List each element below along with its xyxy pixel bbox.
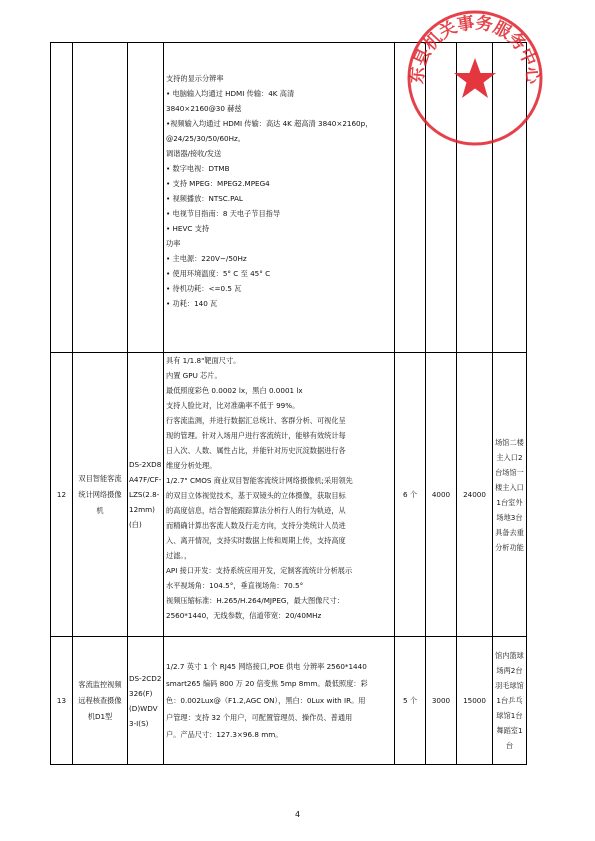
item-model: DS-2XD8A47F/CF-LZS(2.8-12mm)(白) <box>128 353 164 637</box>
item-total-price: 15000 <box>457 637 493 765</box>
item-name: 客流监控视频远程核查摄像机D1型 <box>73 637 128 765</box>
item-total-price: 24000 <box>457 353 493 637</box>
cell-name <box>73 43 128 353</box>
item-spec: 1/2.7 英寸 1 个 RJ45 网络接口,POE 供电 分辨率 2560*1440 smart265 编码 800 万 20 倍变焦 5mp 8mm。最低照度：彩 色：0.002Lux@（F1.2,AGC ON），黑白：0Lux with IR。用 户管理：支持 32 个用户，可配置管理员、操作员、普通用 户。产品尺寸：127.3×96.8 mm。 <box>164 637 395 765</box>
item-quantity: 5 个 <box>395 637 426 765</box>
official-seal-stamp <box>400 0 550 150</box>
table-row-13 <box>51 637 527 765</box>
item-location: 馆内篮球场两2台羽毛球馆1台乒乓球馆1台舞蹈室1台 <box>493 637 527 765</box>
seal-ring-text: 东县机关事务服务中心 <box>407 13 543 85</box>
item-name: 双目智能客流统计网络摄像机 <box>73 353 128 637</box>
cell-model <box>128 43 164 353</box>
table-row-12 <box>51 353 527 637</box>
cell-spec: 支持的显示分辨率 • 电脑输入均通过 HDMI 传输：4K 高清 3840×2160@30 赫兹 •视频输入均通过 HDMI 传输：高达 4K 超高清 3840×2160p， @24/25/30/50/60Hz。 调谐器/接收/发送 • 数字电视：DTMB • 支持 MPEG：MPEG2.MPEG4 • 视频播放：NTSC.PAL • 电视节目指南：8 天电子节目指导 • HEVC 支持 功率 • 主电源：220V~/50Hz • 使用环境温度：5° C 至 45° C • 待机功耗：<=0.5 瓦 • 功耗：140 瓦 <box>164 43 395 353</box>
item-location: 场馆二楼主入口2台场馆一楼主入口1台室外场地3台具备去重分析功能 <box>493 353 527 637</box>
item-spec: 具有 1/1.8"靶面尺寸。 内置 GPU 芯片。 最低照度彩色 0.0002 lx，黑白 0.0001 lx 支持人脸比对，比对准确率不低于 99%。 行客流监测，并进行数据汇总统计、客群分析、可视化呈 现的管理。针对入场用户进行客流统计，能够有效统计每 日入次、人数、属性占比，并能针对历史沉淀数据进行各 维度分析处理。 1/2.7" CMOS 商业双目智能客流统计网络摄像机;采用领先 的双目立体视觉技术，基于双镜头的立体摄像，获取目标 的高度信息，结合智能跟踪算法分析行人的行为轨迹，从 而精确计算出客流人数及行走方向，支持分类统计人员进 入、离开情况，支持实时数据上传和周期上传，支持高度 过滤。， API 接口开发：支持系统应用开发，定制客流统计分析展示 水平视场角：104.5°，垂直视场角：70.5° 视频压缩标准：H.265/H.264/MJPEG，最大图像尺寸： 2560*1440，无线参数，信道带宽：20/40MHz <box>164 353 395 637</box>
equipment-spec-table <box>50 42 527 765</box>
cell-no <box>51 43 73 353</box>
item-number: 13 <box>51 637 73 765</box>
item-model: DS-2CD2326(F)(D)WDV3-I(S) <box>128 637 164 765</box>
item-unit-price: 4000 <box>426 353 457 637</box>
page-number: 4 <box>294 810 301 819</box>
item-quantity: 6 个 <box>395 353 426 637</box>
item-unit-price: 3000 <box>426 637 457 765</box>
item-number: 12 <box>51 353 73 637</box>
seal-star <box>454 58 496 98</box>
